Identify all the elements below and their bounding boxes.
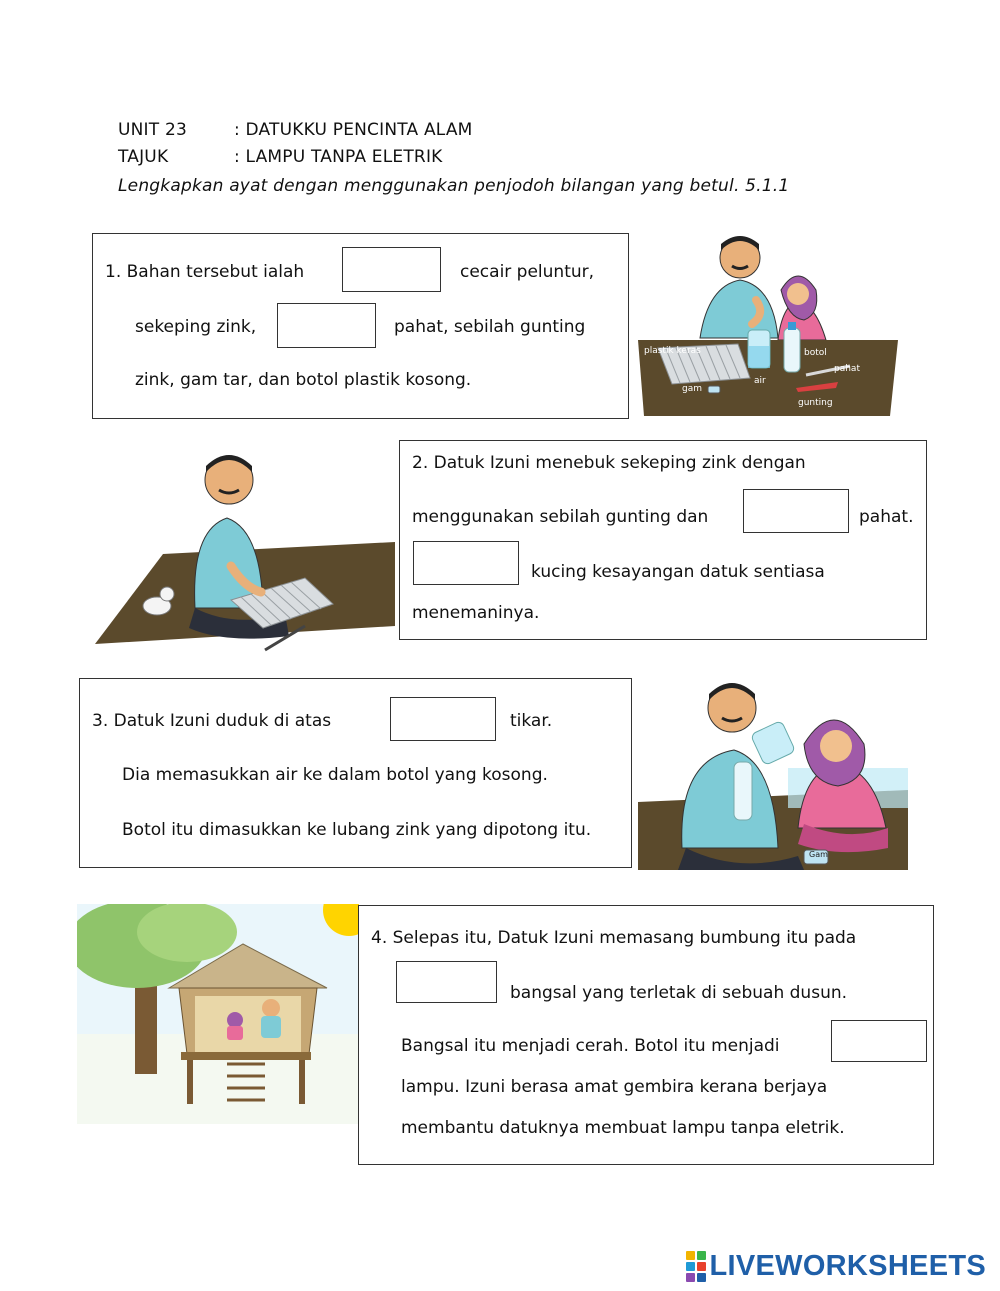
unit-label: UNIT 23 [118, 120, 187, 140]
question-4-box [358, 905, 934, 1165]
label-gam: gam [682, 384, 702, 394]
q3-text-line3: Botol itu dimasukkan ke lubang zink yang dipotong itu. [122, 820, 592, 840]
q4-text-line3: Bangsal itu menjadi cerah. Botol itu menjadi [401, 1036, 780, 1056]
q4-text-line5: membantu datuknya membuat lampu tanpa eletrik. [401, 1118, 845, 1138]
q2-text-line4: menemaninya. [412, 603, 540, 623]
cutting-zinc-illustration [95, 438, 395, 658]
q2-answer-blank-1[interactable] [743, 489, 849, 533]
q1-text-line1a: 1. Bahan tersebut ialah [105, 262, 305, 282]
q3-text-line2: Dia memasukkan air ke dalam botol yang kosong. [122, 765, 548, 785]
q1-answer-blank-2[interactable] [277, 303, 376, 348]
topic-title: : LAMPU TANPA ELETRIK [234, 147, 443, 167]
q1-text-line3: zink, gam tar, dan botol plastik kosong. [135, 370, 472, 390]
q2-answer-blank-2[interactable] [413, 541, 519, 585]
q2-text-line2a: menggunakan sebilah gunting dan [412, 507, 709, 527]
label-botol: botol [804, 348, 827, 358]
label-plastik-keras: plastik keras [644, 346, 701, 356]
logo-blocks-icon [686, 1251, 706, 1282]
q2-text-line1: 2. Datuk Izuni menebuk sekeping zink dengan [412, 453, 806, 473]
label-air: air [754, 376, 766, 386]
q1-text-line1b: cecair peluntur, [460, 262, 595, 282]
q4-answer-blank-1[interactable] [396, 961, 497, 1003]
instruction: Lengkapkan ayat dengan menggunakan penjodoh bilangan yang betul. 5.1.1 [118, 176, 790, 196]
q3-answer-blank-1[interactable] [390, 697, 496, 741]
question-3-box [79, 678, 632, 868]
jar-label: Gam [809, 850, 828, 859]
q4-text-line4: lampu. Izuni berasa amat gembira kerana berjaya [401, 1077, 828, 1097]
label-pahat: pahat [834, 364, 860, 374]
q1-text-line2b: pahat, sebilah gunting [394, 317, 586, 337]
shed-illustration [77, 904, 359, 1124]
brand-name: LIVEWORKSHEETS [709, 1250, 986, 1282]
q1-text-line2a: sekeping zink, [135, 317, 257, 337]
topic-label: TAJUK [118, 147, 169, 167]
q1-answer-blank-1[interactable] [342, 247, 441, 292]
q3-text-line1a: 3. Datuk Izuni duduk di atas [92, 711, 332, 731]
q4-text-line2: bangsal yang terletak di sebuah dusun. [510, 983, 848, 1003]
q4-answer-blank-2[interactable] [831, 1020, 927, 1062]
liveworksheets-logo [686, 1250, 987, 1283]
unit-title: : DATUKKU PENCINTA ALAM [234, 120, 473, 140]
label-gunting: gunting [798, 398, 833, 408]
question-2-box [399, 440, 927, 640]
pouring-water-illustration [638, 678, 908, 870]
materials-illustration [638, 228, 898, 416]
q3-text-line1b: tikar. [510, 711, 553, 731]
question-1-box [92, 233, 629, 419]
q4-text-line1: 4. Selepas itu, Datuk Izuni memasang bumbung itu pada [371, 928, 857, 948]
q2-text-line2b: pahat. [859, 507, 914, 527]
q2-text-line3: kucing kesayangan datuk sentiasa [531, 562, 825, 582]
